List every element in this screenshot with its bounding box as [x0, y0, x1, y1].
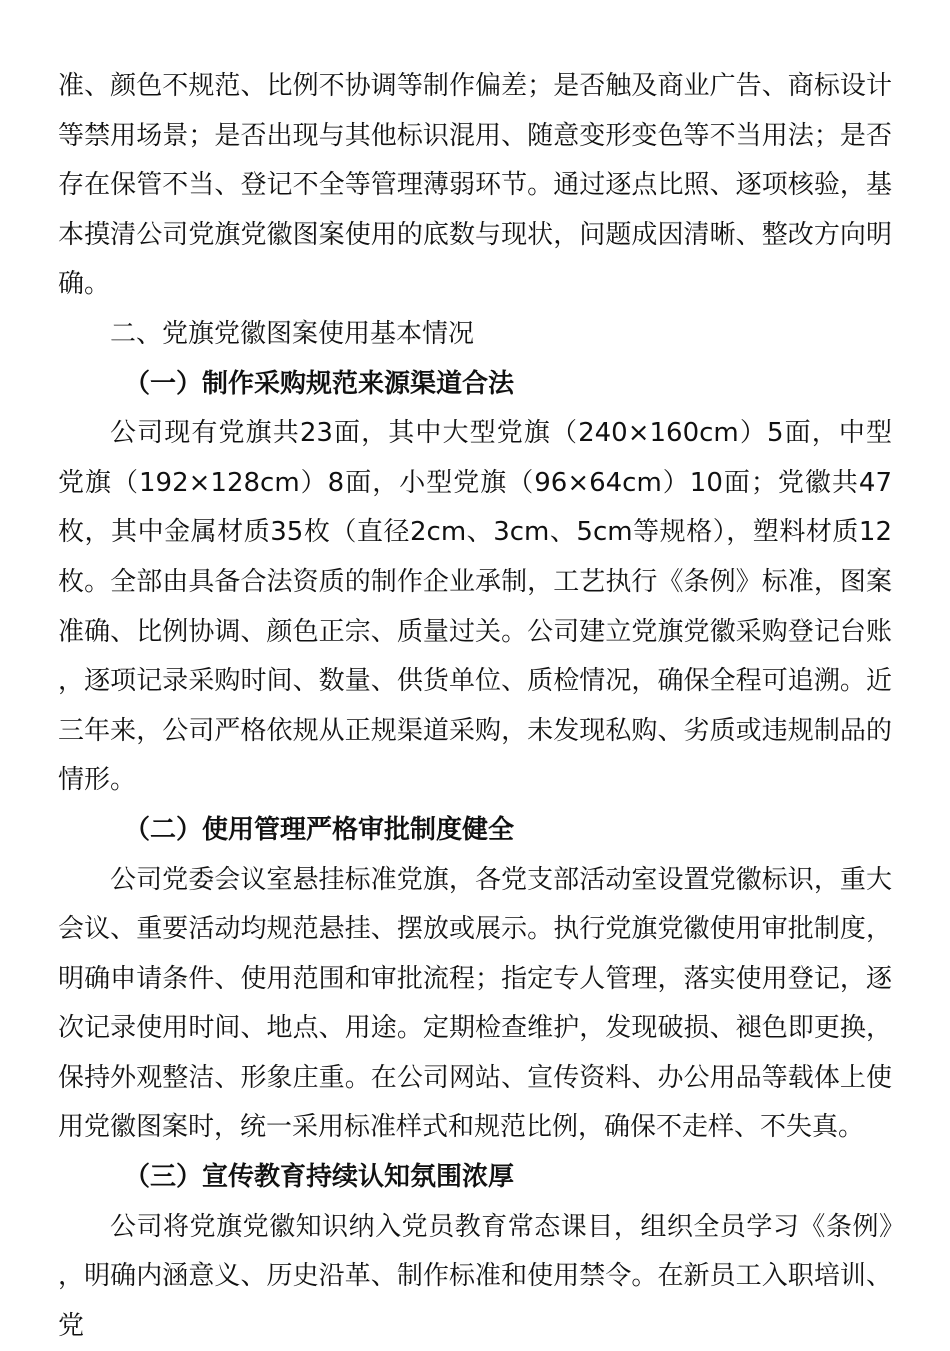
subsection-body-1: 公司现有党旗共23面，其中大型党旗（240×160cm）5面，中型党旗（192×128cm）8面，小型党旗（96×64cm）10面；党徽共47枚，其中金属材质35枚（直径2cm、3cm、5cm等规格），塑料材质12枚。全部由具备合法资质的制作企业承制，工艺执行《条例》标准，图案准确、比例协调、颜色正宗、质量过关。公司建立党旗党徽采购登记台账，逐项记录采购时间、数量、供货单位、质检情况，确保全程可追溯。近三年来，公司严格依规从正规渠道采购，未发现私购、劣质或违规制品的情形。 — [58, 418, 892, 796]
subsection-heading-2: （二）使用管理严格审批制度健全 — [124, 814, 515, 845]
subsection-body-3: 公司将党旗党徽知识纳入党员教育常态课目，组织全员学习《条例》，明确内涵意义、历史沿革、制作标准和使用禁令。在新员工入职培训、党 — [58, 1211, 892, 1341]
subsection-heading-3: （三）宣传教育持续认知氛围浓厚 — [124, 1162, 515, 1193]
subsection-heading-1: （一）制作采购规范来源渠道合法 — [124, 368, 515, 399]
subsection-body-2: 公司党委会议室悬挂标准党旗，各党支部活动室设置党徽标识，重大会议、重要活动均规范悬挂、摆放或展示。执行党旗党徽使用审批制度，明确申请条件、使用范围和审批流程；指定专人管理，落实使用登记，逐次记录使用时间、地点、用途。定期检查维护，发现破损、褪色即更换，保持外观整洁、形象庄重。在公司网站、宣传资料、办公用品等载体上使用党徽图案时，统一采用标准样式和规范比例，确保不走样、不失真。 — [58, 864, 892, 1143]
document-page — [58, 62, 892, 1351]
section-heading: 二、党旗党徽图案使用基本情况 — [110, 318, 475, 349]
intro-paragraph: 准、颜色不规范、比例不协调等制作偏差；是否触及商业广告、商标设计等禁用场景；是否出现与其他标识混用、随意变形变色等不当用法；是否存在保管不当、登记不全等管理薄弱环节。通过逐点比照、逐项核验，基本摸清公司党旗党徽图案使用的底数与现状，问题成因清晰、整改方向明确。 — [58, 71, 892, 300]
